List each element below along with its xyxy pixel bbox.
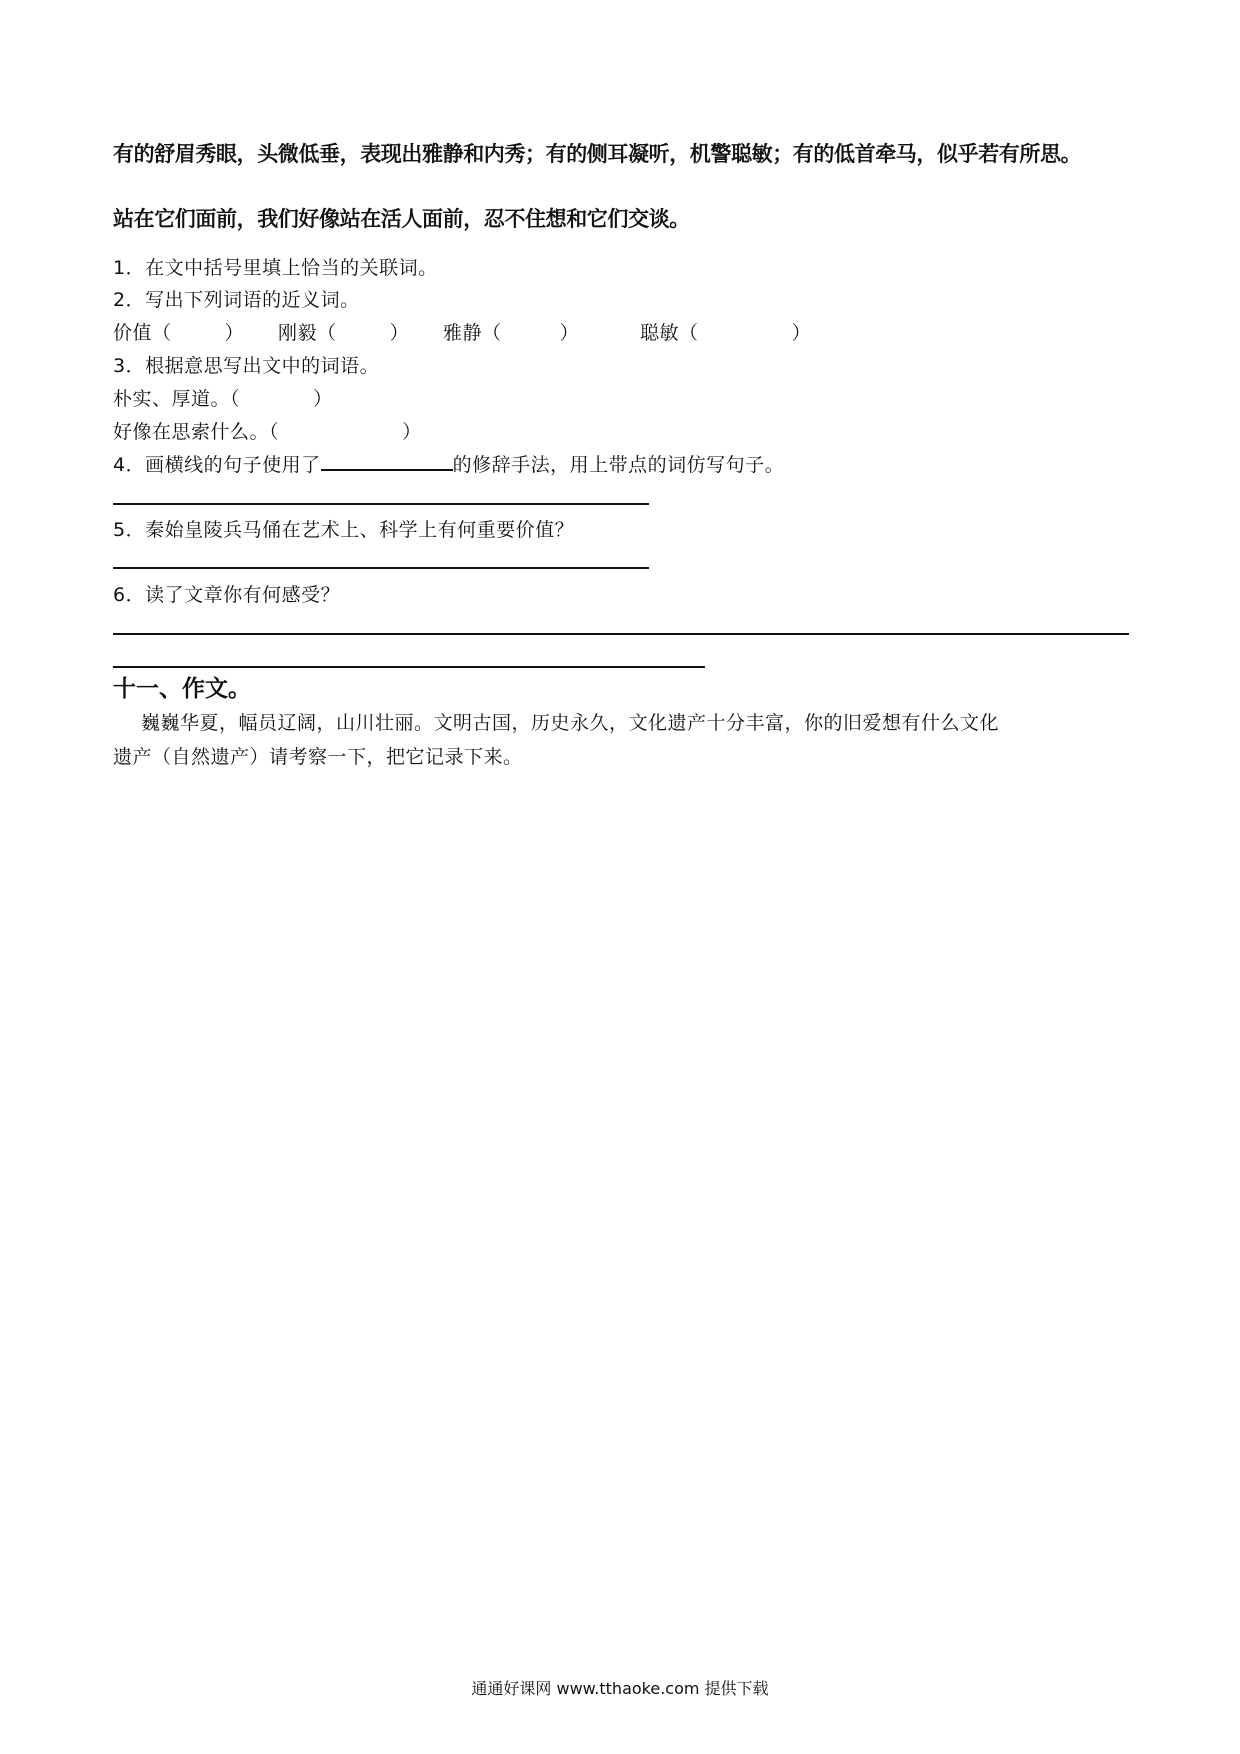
synonym-close: ） [224,322,245,344]
answer-line[interactable] [113,503,649,505]
synonym-word: 价值（ [113,322,172,344]
synonym-close: ） [389,322,410,344]
synonym-word: 聪敏（ [640,322,699,344]
section-heading: 十一、作文。 [113,675,251,702]
question-4-suffix: 的修辞手法，用上带点的词仿写句子。 [452,454,785,476]
passage-line-1: 有的舒眉秀眼，头微低垂，表现出雅静和内秀；有的侧耳凝听，机警聪敏；有的低首牵马，似乎若有所思。 [113,142,1082,166]
composition-line-2: 遗产（自然遗产）请考察一下，把它记录下来。 [113,746,523,768]
question-4-prefix: 4．画横线的句子使用了 [113,454,321,476]
synonym-item-3 [443,318,579,345]
question-5: 5．秦始皇陵兵马俑在艺术上、科学上有何重要价值？ [113,519,575,541]
question-2: 2．写出下列词语的近义词。 [113,289,360,311]
question-6: 6．读了文章你有何感受？ [113,584,341,606]
synonym-item-2 [278,318,409,345]
synonym-close: ） [559,322,580,344]
synonym-item-1 [113,318,244,345]
synonym-word: 刚毅（ [278,322,337,344]
question-1: 1．在文中括号里填上恰当的关联词。 [113,257,438,279]
answer-line[interactable] [113,633,1129,635]
synonym-close: ） [791,322,812,344]
passage-line-2: 站在它们面前，我们好像站在活人面前，忍不住想和它们交谈。 [113,207,690,231]
meaning-text: 朴实、厚道。（ [113,388,241,410]
meaning-text: 好像在思索什么。（ [113,421,280,443]
rhetoric-blank[interactable] [321,451,453,471]
synonym-item-4 [640,318,811,345]
meaning-close: ） [402,421,422,443]
composition-line-1: 巍巍华夏，幅员辽阔，山川壮丽。文明古国，历史永久，文化遗产十分丰富，你的旧爱想有什么文化 [141,712,1000,734]
answer-line[interactable] [113,666,705,668]
question-3-a [113,384,333,411]
answer-line[interactable] [113,567,649,569]
meaning-close: ） [313,388,333,410]
question-3: 3．根据意思写出文中的词语。 [113,355,380,377]
footer-credit: 通通好课网 www.tthaoke.com 提供下载 [471,1679,769,1698]
synonym-word: 雅静（ [443,322,502,344]
question-4 [113,450,784,477]
question-3-b [113,417,422,444]
